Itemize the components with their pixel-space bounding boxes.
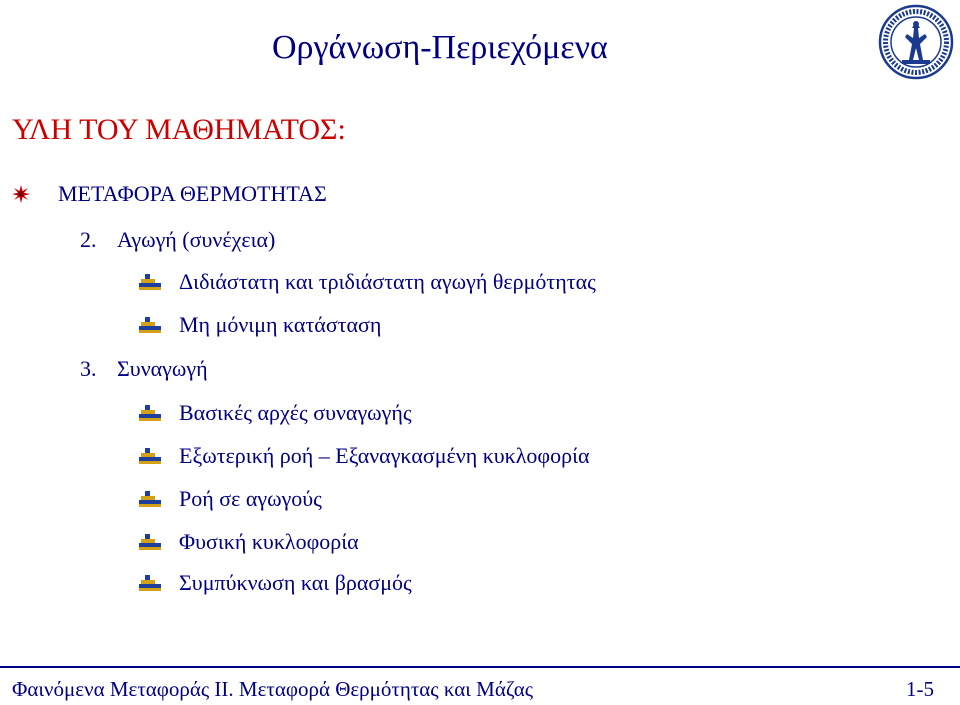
- university-seal-logo: [878, 4, 954, 80]
- starburst-bullet-icon: [12, 185, 30, 203]
- staircase-bullet-icon: [139, 491, 161, 507]
- subject-heading: ΥΛΗ ΤΟΥ ΜΑΘΗΜΑΤΟΣ:: [12, 113, 346, 146]
- staircase-bullet-icon: [139, 405, 161, 421]
- list-item-text: Φυσική κυκλοφορία: [179, 529, 359, 554]
- list-item: [139, 568, 412, 598]
- section-number: 2.: [80, 227, 97, 252]
- topic-row: [12, 180, 327, 208]
- list-item-text: Βασικές αρχές συναγωγής: [179, 400, 412, 425]
- footer-divider: [0, 666, 960, 668]
- list-item-text: Συμπύκνωση και βρασμός: [179, 570, 412, 595]
- footer-course-title: Φαινόμενα Μεταφοράς ΙΙ. Μεταφορά Θερμότητας και Μάζας: [12, 677, 534, 701]
- topic-label: ΜΕΤΑΦΟΡΑ ΘΕΡΜΟΤΗΤΑΣ: [58, 181, 327, 206]
- section-number: 3.: [80, 356, 97, 381]
- list-item-text: Διδιάστατη και τριδιάστατη αγωγή θερμότητας: [179, 269, 596, 294]
- list-item: [139, 484, 322, 514]
- staircase-bullet-icon: [139, 274, 161, 290]
- section-heading: [80, 226, 275, 254]
- list-item: [139, 310, 381, 340]
- list-item: [139, 441, 590, 471]
- section-heading: [80, 355, 208, 383]
- slide-title: Οργάνωση-Περιεχόμενα: [272, 29, 608, 66]
- list-item-text: Μη μόνιμη κατάσταση: [179, 312, 382, 337]
- staircase-bullet-icon: [139, 575, 161, 591]
- list-item: [139, 398, 412, 428]
- list-item: [139, 267, 596, 297]
- section-label: Συναγωγή: [117, 356, 208, 381]
- page-number: 1-5: [906, 677, 934, 701]
- list-item: [139, 527, 359, 557]
- staircase-bullet-icon: [139, 448, 161, 464]
- section-label: Αγωγή (συνέχεια): [117, 227, 276, 252]
- staircase-bullet-icon: [139, 534, 161, 550]
- staircase-bullet-icon: [139, 317, 161, 333]
- list-item-text: Ροή σε αγωγούς: [179, 486, 322, 511]
- list-item-text: Εξωτερική ροή – Εξαναγκασμένη κυκλοφορία: [179, 443, 590, 468]
